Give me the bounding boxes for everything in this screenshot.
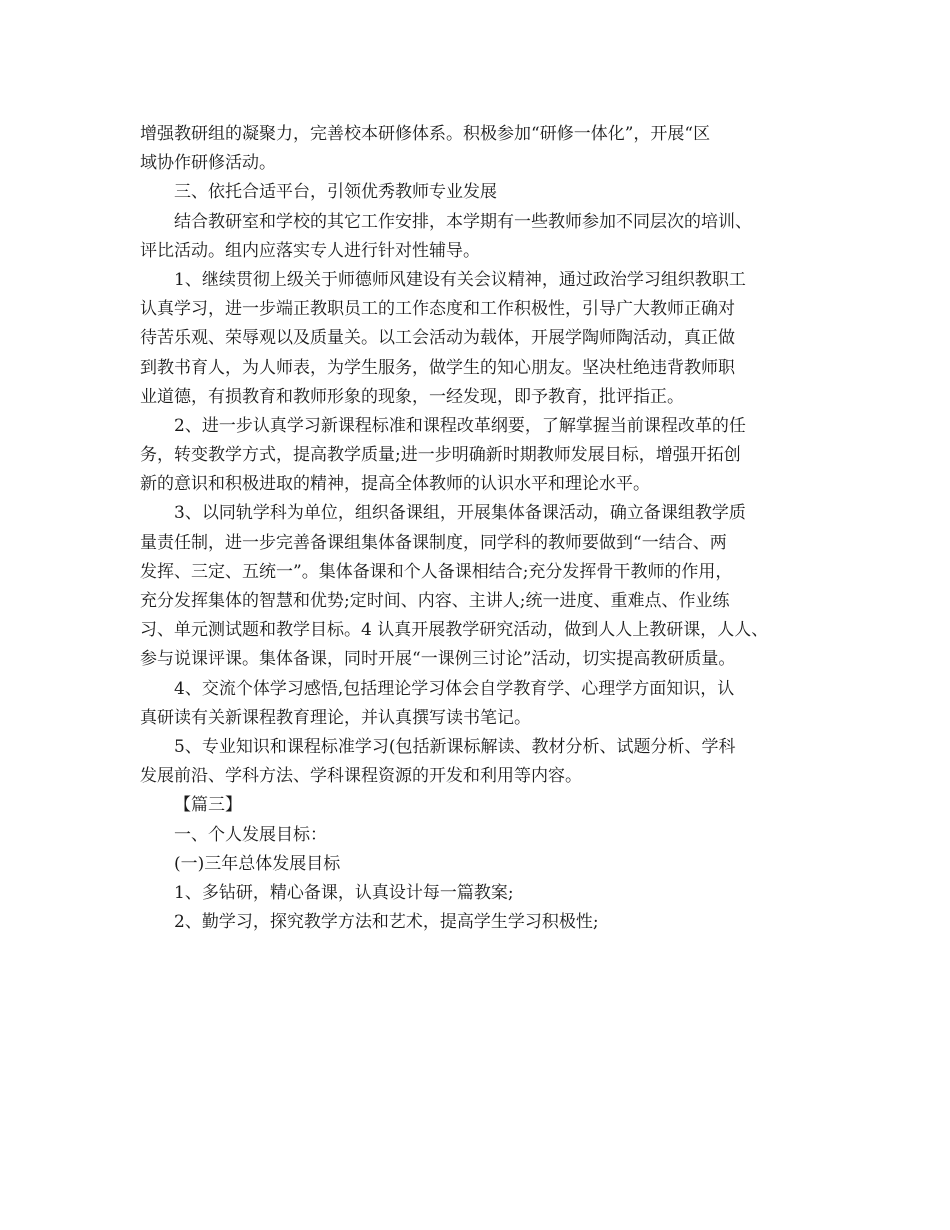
text-line: 一、个人发展目标： bbox=[174, 824, 327, 845]
text-line: 结合教研室和学校的其它工作安排，本学期有一些教师参加不同层次的培训、 bbox=[174, 211, 752, 232]
text-line: 三、依托合适平台，引领优秀教师专业发展 bbox=[174, 182, 497, 203]
text-line: 增强教研组的凝聚力，完善校本研修体系。积极参加“研修一体化”，开展“区 bbox=[140, 124, 711, 144]
text-line: 待苦乐观、荣辱观以及质量关。以工会活动为载体，开展学陶师陶活动，真正做 bbox=[140, 328, 735, 349]
text-line: 认真学习，进一步端正教职员工的工作态度和工作积极性，引导广大教师正确对 bbox=[140, 299, 735, 320]
text-line: 评比活动。组内应落实专人进行针对性辅导。 bbox=[140, 240, 480, 261]
text-line: (一)三年总体发展目标 bbox=[174, 853, 341, 874]
text-line: 4、交流个体学习感悟,包括理论学习体会自学教育学、心理学方面知识，认 bbox=[174, 678, 735, 699]
text-line: 习、单元测试题和教学目标。4 认真开展教学研究活动，做到人人上教研课，人人、 bbox=[140, 620, 769, 641]
text-line: 参与说课评课。集体备课，同时开展“一课例三讨论”活动，切实提高教研质量。 bbox=[140, 649, 736, 670]
text-line: 务，转变教学方式，提高教学质量;进一步明确新时期教师发展目标，增强开拓创 bbox=[140, 445, 741, 466]
text-line: 【篇三】 bbox=[174, 795, 242, 816]
document-body bbox=[140, 120, 830, 937]
text-line: 发展前沿、学科方法、学科课程资源的开发和利用等内容。 bbox=[140, 766, 582, 787]
text-line: 充分发挥集体的智慧和优势;定时间、内容、主讲人;统一进度、重难点、作业练 bbox=[140, 591, 730, 611]
text-line: 量责任制，进一步完善备课组集体备课制度，同学科的教师要做到“一结合、两 bbox=[140, 532, 727, 553]
text-line: 2、勤学习，探究教学方法和艺术，提高学生学习积极性; bbox=[174, 912, 599, 933]
text-line: 5、专业知识和课程标准学习(包括新课标解读、教材分析、试题分析、学科 bbox=[174, 736, 736, 757]
text-line: 3、以同轨学科为单位，组织备课组，开展集体备课活动，确立备课组教学质 bbox=[174, 503, 746, 524]
text-line: 发挥、三定、五统一”。集体备课和个人备课相结合;充分发挥骨干教师的作用， bbox=[140, 561, 733, 582]
text-line: 域协作研修活动。 bbox=[140, 153, 276, 174]
text-line: 1、多钻研，精心备课，认真设计每一篇教案; bbox=[174, 882, 514, 903]
text-line: 业道德，有损教育和教师形象的现象，一经发现，即予教育，批评指正。 bbox=[140, 386, 684, 407]
text-line: 1、继续贯彻上级关于师德师风建设有关会议精神，通过政治学习组织教职工 bbox=[174, 269, 746, 290]
text-line: 2、进一步认真学习新课程标准和课程改革纲要，了解掌握当前课程改革的任 bbox=[174, 415, 746, 436]
text-line: 真研读有关新课程教育理论，并认真撰写读书笔记。 bbox=[140, 707, 531, 728]
text-line: 到教书育人，为人师表，为学生服务，做学生的知心朋友。坚决杜绝违背教师职 bbox=[140, 357, 735, 378]
text-line: 新的意识和积极进取的精神，提高全体教师的认识水平和理论水平。 bbox=[140, 474, 650, 495]
